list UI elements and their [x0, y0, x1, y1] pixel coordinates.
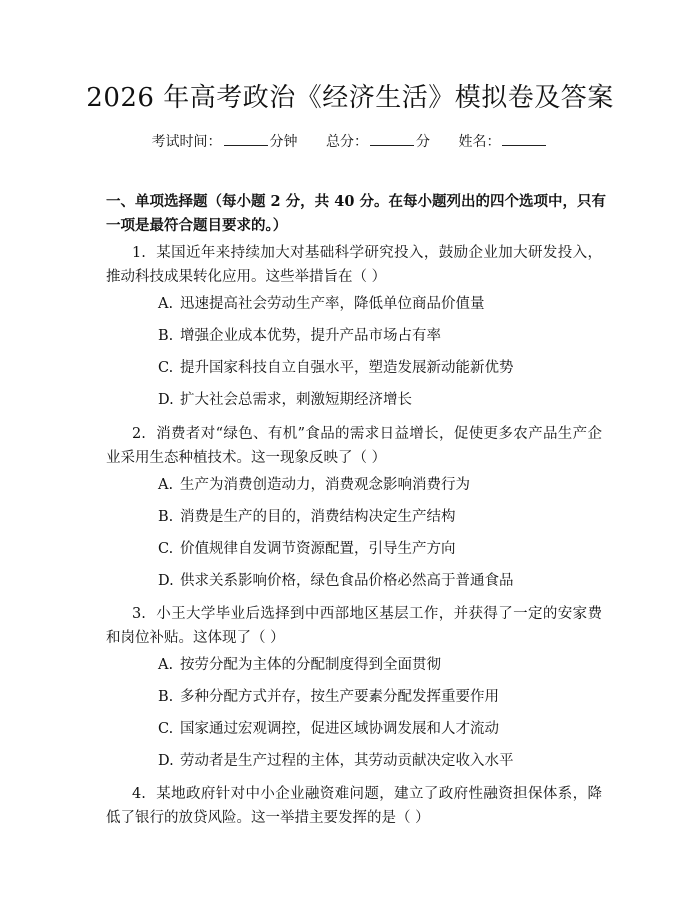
question-3-option-b [158, 686, 598, 708]
total-score-blank [370, 131, 414, 146]
question-3-option-c [158, 718, 598, 740]
option-text: 供求关系影响价格，绿色食品价格必然高于普通食品 [180, 573, 514, 589]
question-number: 1. [132, 245, 146, 261]
option-text: 价值规律自发调节资源配置，引导生产方向 [180, 541, 456, 557]
question-3 [106, 602, 602, 650]
question-stem: 某国近年来持续加大对基础科学研究投入，鼓励企业加大研发投入，推动科技成果转化应用。这些举措旨在（ ） [106, 245, 602, 285]
exam-time-blank [224, 131, 268, 146]
question-4 [106, 782, 602, 830]
name-label: 姓名： [458, 134, 501, 150]
total-score-field [326, 130, 430, 154]
option-letter: D. [158, 573, 174, 589]
option-text: 提升国家科技自立自强水平，塑造发展新动能新优势 [180, 360, 514, 376]
exam-time-label: 考试时间： [151, 134, 222, 150]
option-text: 国家通过宏观调控，促进区域协调发展和人才流动 [180, 721, 499, 737]
question-1-option-a [158, 293, 598, 315]
question-stem: 某地政府针对中小企业融资难问题，建立了政府性融资担保体系，降低了银行的放贷风险。这一举措主要发挥的是（ ） [106, 786, 602, 826]
question-number: 2. [132, 426, 146, 442]
question-stem: 小王大学毕业后选择到中西部地区基层工作，并获得了一定的安家费和岗位补贴。这体现了（ ） [106, 606, 602, 646]
total-score-label: 总分： [326, 134, 368, 150]
total-score-unit: 分 [416, 134, 430, 150]
question-3-option-d [158, 750, 598, 772]
section-heading: 一、单项选择题（每小题 2 分，共 40 分。在每小题列出的四个选项中，只有一项是最符合题目要求的。） [106, 193, 606, 234]
option-letter: B. [158, 328, 174, 344]
option-letter: D. [158, 392, 174, 408]
option-letter: A. [158, 296, 174, 312]
question-1-option-d [158, 389, 598, 411]
option-text: 迅速提高社会劳动生产率，降低单位商品价值量 [180, 296, 485, 312]
question-2-option-c [158, 538, 598, 560]
option-text: 劳动者是生产过程的主体，其劳动贡献决定收入水平 [180, 753, 514, 769]
question-number: 4. [132, 786, 146, 802]
option-letter: C. [158, 541, 174, 557]
option-text: 按劳分配为主体的分配制度得到全面贯彻 [180, 657, 441, 673]
question-1-option-b [158, 325, 598, 347]
exam-title: 2026 年高考政治《经济生活》模拟卷及答案 [86, 83, 614, 113]
question-3-option-a [158, 654, 598, 676]
exam-time-unit: 分钟 [269, 134, 298, 150]
name-blank [502, 131, 546, 146]
option-letter: B. [158, 509, 174, 525]
question-2-option-b [158, 506, 598, 528]
question-2 [106, 422, 602, 470]
question-1-option-c [158, 357, 598, 379]
option-letter: C. [158, 360, 174, 376]
question-stem: 消费者对“绿色、有机”食品的需求日益增长，促使更多农产品生产企业采用生态种植技术。这一现象反映了（ ） [106, 426, 602, 466]
name-field [458, 130, 548, 154]
option-letter: B. [158, 689, 174, 705]
option-letter: C. [158, 721, 174, 737]
option-letter: D. [158, 753, 174, 769]
option-text: 消费是生产的目的，消费结构决定生产结构 [180, 509, 456, 525]
question-2-option-d [158, 570, 598, 592]
option-text: 生产为消费创造动力，消费观念影响消费行为 [180, 477, 470, 493]
option-letter: A. [158, 657, 174, 673]
option-text: 多种分配方式并存，按生产要素分配发挥重要作用 [180, 689, 499, 705]
question-number: 3. [132, 606, 146, 622]
question-2-option-a [158, 474, 598, 496]
exam-time-field [152, 130, 298, 154]
option-text: 扩大社会总需求，刺激短期经济增长 [180, 392, 412, 408]
exam-info-line [0, 130, 700, 154]
option-letter: A. [158, 477, 174, 493]
option-text: 增强企业成本优势，提升产品市场占有率 [180, 328, 441, 344]
question-1 [106, 241, 602, 289]
